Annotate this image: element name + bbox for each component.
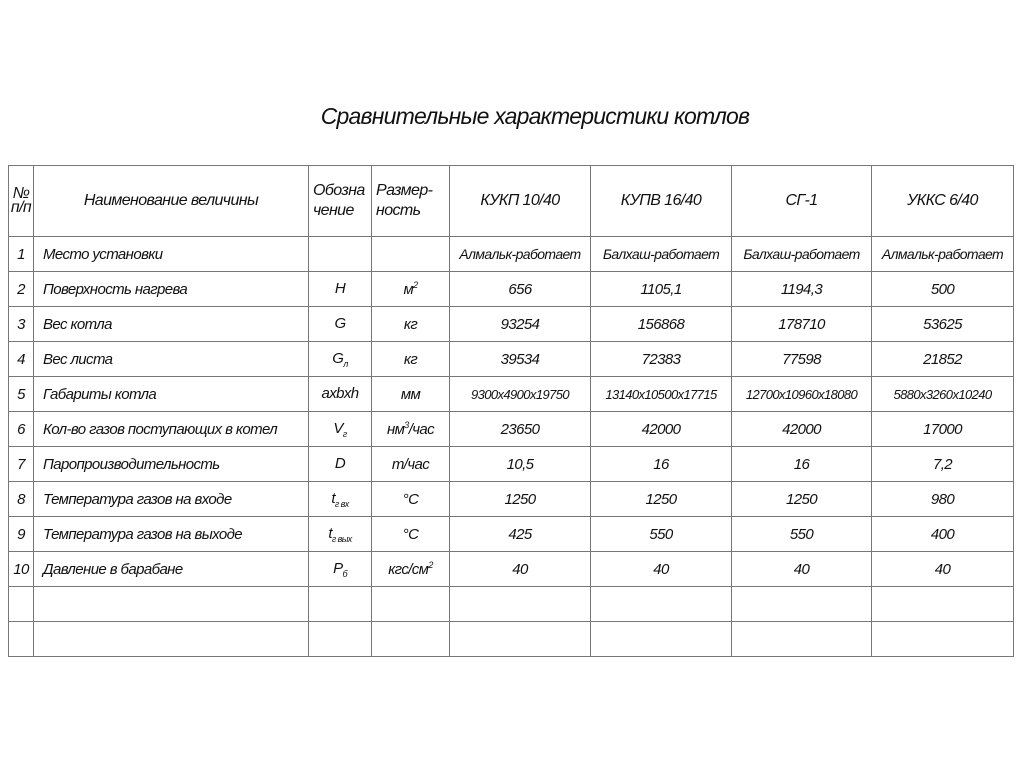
row-value-boiler-2: 156868 — [591, 307, 732, 342]
row-unit — [372, 237, 450, 272]
row-value-boiler-1: Алмальк-работает — [450, 237, 591, 272]
header-dimension-line2: ность — [376, 202, 421, 219]
row-value-boiler-3: 12700x10960x18080 — [732, 377, 872, 412]
table-row — [9, 342, 1014, 377]
empty-cell — [9, 587, 34, 622]
table-row — [9, 517, 1014, 552]
row-symbol — [309, 412, 372, 447]
row-value-boiler-4: 7,2 — [872, 447, 1014, 482]
row-value-boiler-4: 400 — [872, 517, 1014, 552]
unit-main: кгс/см — [388, 561, 429, 578]
row-number: 4 — [9, 342, 34, 377]
row-name: Габариты котла — [34, 377, 309, 412]
row-unit — [372, 377, 450, 412]
row-number: 9 — [9, 517, 34, 552]
header-dimension — [372, 166, 450, 237]
row-number: 8 — [9, 482, 34, 517]
row-unit — [372, 272, 450, 307]
comparison-table — [8, 165, 1014, 657]
row-value-boiler-2: 1105,1 — [591, 272, 732, 307]
empty-cell — [309, 587, 372, 622]
empty-cell — [872, 622, 1014, 657]
row-value-boiler-4: Алмальк-работает — [872, 237, 1014, 272]
symbol-main: V — [333, 419, 343, 437]
row-value-boiler-4: 40 — [872, 552, 1014, 587]
unit-superscript: 2 — [428, 560, 433, 570]
table-row — [9, 237, 1014, 272]
row-symbol — [309, 272, 372, 307]
row-number: 3 — [9, 307, 34, 342]
empty-cell — [732, 622, 872, 657]
unit-main: мм — [400, 386, 421, 403]
row-number: 10 — [9, 552, 34, 587]
empty-row — [9, 622, 1014, 657]
header-num — [9, 166, 34, 237]
unit-main: °С — [402, 526, 419, 543]
row-name: Вес листа — [34, 342, 309, 377]
symbol-main: axbxh — [321, 384, 359, 402]
row-value-boiler-4: 17000 — [872, 412, 1014, 447]
row-value-boiler-3: 178710 — [732, 307, 872, 342]
row-symbol — [309, 552, 372, 587]
row-value-boiler-3: Балхаш-работает — [732, 237, 872, 272]
row-name: Давление в барабане — [34, 552, 309, 587]
row-value-boiler-3: 16 — [732, 447, 872, 482]
symbol-main: G — [334, 314, 346, 332]
row-value-boiler-2: Балхаш-работает — [591, 237, 732, 272]
header-name: Наименование величины — [34, 166, 309, 237]
table-row — [9, 447, 1014, 482]
row-unit — [372, 517, 450, 552]
empty-cell — [34, 587, 309, 622]
row-name: Паропроизводительность — [34, 447, 309, 482]
empty-cell — [309, 622, 372, 657]
table-row — [9, 552, 1014, 587]
unit-main: м — [403, 281, 414, 298]
empty-row — [9, 587, 1014, 622]
symbol-main: G — [332, 349, 344, 367]
empty-cell — [450, 587, 591, 622]
page-title: Сравнительные характеристики котлов — [320, 103, 750, 129]
row-value-boiler-1: 39534 — [450, 342, 591, 377]
row-symbol — [309, 447, 372, 482]
table-row — [9, 412, 1014, 447]
symbol-main: t — [328, 524, 332, 542]
row-value-boiler-1: 9300x4900x19750 — [450, 377, 591, 412]
empty-cell — [372, 587, 450, 622]
symbol-main: Н — [334, 279, 346, 297]
row-value-boiler-2: 42000 — [591, 412, 732, 447]
row-value-boiler-2: 16 — [591, 447, 732, 482]
row-value-boiler-2: 13140x10500x17715 — [591, 377, 732, 412]
row-value-boiler-2: 1250 — [591, 482, 732, 517]
row-unit — [372, 307, 450, 342]
row-number: 2 — [9, 272, 34, 307]
empty-cell — [591, 622, 732, 657]
unit-main: кг — [403, 316, 418, 333]
row-number: 6 — [9, 412, 34, 447]
symbol-subscript: г вых — [331, 533, 352, 544]
row-value-boiler-1: 1250 — [450, 482, 591, 517]
row-value-boiler-3: 77598 — [732, 342, 872, 377]
row-value-boiler-1: 93254 — [450, 307, 591, 342]
row-value-boiler-4: 500 — [872, 272, 1014, 307]
empty-cell — [732, 587, 872, 622]
row-value-boiler-2: 550 — [591, 517, 732, 552]
row-value-boiler-2: 72383 — [591, 342, 732, 377]
header-boiler-1: КУКП 10/40 — [450, 166, 591, 237]
header-designation — [309, 166, 372, 237]
row-value-boiler-1: 656 — [450, 272, 591, 307]
symbol-subscript: г вх — [334, 498, 349, 509]
row-symbol — [309, 237, 372, 272]
row-value-boiler-1: 40 — [450, 552, 591, 587]
row-unit — [372, 482, 450, 517]
row-value-boiler-1: 10,5 — [450, 447, 591, 482]
unit-tail: /час — [408, 421, 435, 438]
row-name: Температура газов на входе — [34, 482, 309, 517]
empty-cell — [591, 587, 732, 622]
row-symbol — [309, 342, 372, 377]
symbol-main: P — [333, 559, 343, 577]
empty-cell — [872, 587, 1014, 622]
row-value-boiler-3: 1250 — [732, 482, 872, 517]
row-value-boiler-1: 23650 — [450, 412, 591, 447]
row-name: Поверхность нагрева — [34, 272, 309, 307]
header-designation-line2: чение — [313, 202, 354, 219]
row-value-boiler-4: 980 — [872, 482, 1014, 517]
row-number: 1 — [9, 237, 34, 272]
symbol-main: t — [331, 489, 335, 507]
row-symbol — [309, 482, 372, 517]
row-value-boiler-4: 53625 — [872, 307, 1014, 342]
table-row — [9, 307, 1014, 342]
header-dimension-line1: Размер- — [376, 182, 433, 199]
row-value-boiler-3: 1194,3 — [732, 272, 872, 307]
header-num-line1: № — [12, 185, 30, 202]
row-symbol — [309, 307, 372, 342]
row-name: Вес котла — [34, 307, 309, 342]
row-value-boiler-1: 425 — [450, 517, 591, 552]
table-header-row — [9, 166, 1014, 237]
row-name: Температура газов на выходе — [34, 517, 309, 552]
row-symbol — [309, 517, 372, 552]
header-designation-line1: Обозна — [313, 182, 365, 199]
unit-superscript: 3 — [404, 420, 409, 430]
row-symbol — [309, 377, 372, 412]
row-unit — [372, 412, 450, 447]
header-boiler-3: СГ-1 — [732, 166, 872, 237]
table-row — [9, 272, 1014, 307]
unit-main: т/час — [391, 456, 430, 473]
unit-main: °С — [402, 491, 419, 508]
header-num-line2: п/п — [10, 199, 32, 216]
row-name: Кол-во газов поступающих в котел — [34, 412, 309, 447]
empty-cell — [450, 622, 591, 657]
table-row — [9, 377, 1014, 412]
empty-cell — [372, 622, 450, 657]
empty-cell — [34, 622, 309, 657]
symbol-subscript: б — [342, 568, 347, 579]
row-name: Место установки — [34, 237, 309, 272]
header-boiler-2: КУПВ 16/40 — [591, 166, 732, 237]
unit-main: нм — [386, 421, 405, 438]
symbol-main: D — [334, 454, 346, 472]
row-unit — [372, 342, 450, 377]
row-number: 7 — [9, 447, 34, 482]
unit-main: кг — [403, 351, 418, 368]
symbol-subscript: г — [342, 428, 347, 439]
row-unit — [372, 447, 450, 482]
header-boiler-4: УККС 6/40 — [872, 166, 1014, 237]
row-value-boiler-2: 40 — [591, 552, 732, 587]
row-value-boiler-4: 5880x3260x10240 — [872, 377, 1014, 412]
row-value-boiler-3: 550 — [732, 517, 872, 552]
symbol-subscript: л — [343, 358, 348, 369]
empty-cell — [9, 622, 34, 657]
table-row — [9, 482, 1014, 517]
row-value-boiler-4: 21852 — [872, 342, 1014, 377]
row-value-boiler-3: 42000 — [732, 412, 872, 447]
unit-superscript: 2 — [413, 280, 418, 290]
row-number: 5 — [9, 377, 34, 412]
row-unit — [372, 552, 450, 587]
row-value-boiler-3: 40 — [732, 552, 872, 587]
